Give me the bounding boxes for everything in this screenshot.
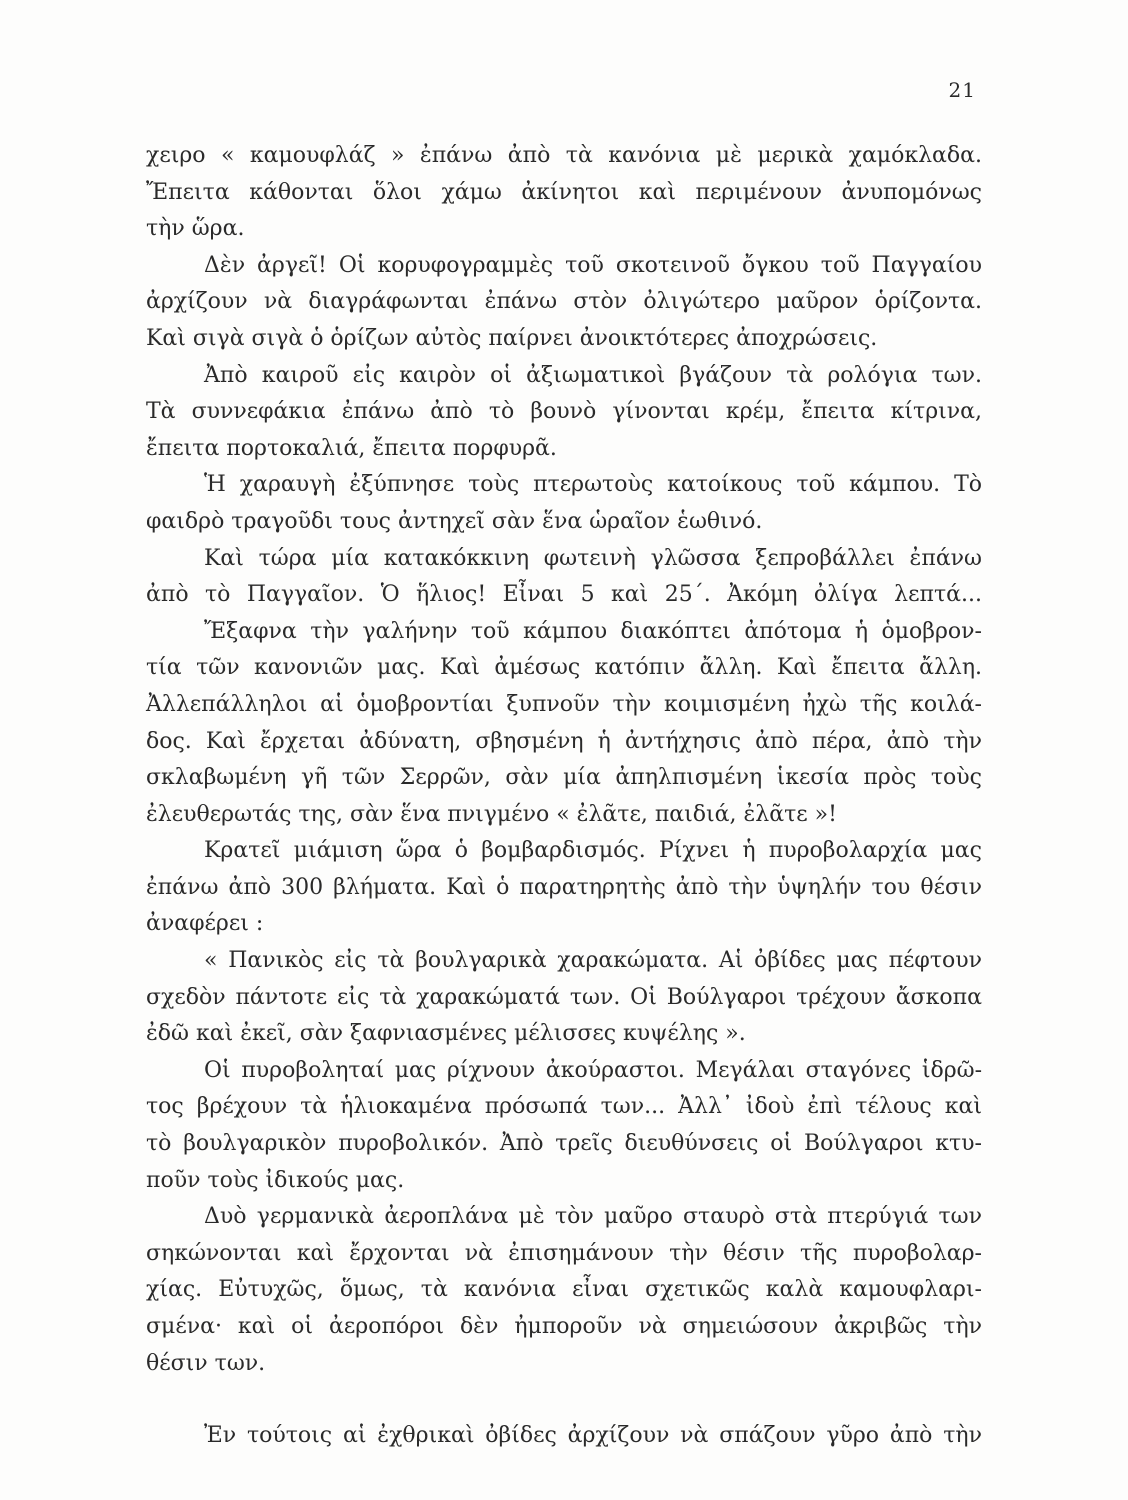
text-line: Ἀλλεπάλληλοι αἱ ὁμοβροντίαι ξυπνοῦν τὴν κοιμισμένη ἠχὼ τῆς κοιλά-	[146, 691, 982, 717]
text-line: χίας. Εὐτυχῶς, ὅμως, τὰ κανόνια εἶναι σχετικῶς καλὰ καμουφλαρι-	[146, 1277, 982, 1303]
text-line: ἀναφέρει :	[146, 911, 264, 937]
text-line: Καὶ σιγὰ σιγὰ ὁ ὁρίζων αὐτὸς παίρνει ἀνοικτότερες ἀποχρώσεις.	[146, 325, 878, 351]
text-line: Δὲν ἀργεῖ! Οἱ κορυφογραμμὲς τοῦ σκοτεινοῦ ὄγκου τοῦ Παγγαίου	[204, 252, 982, 278]
text-line: σκλαβωμένη γῆ τῶν Σερρῶν, σὰν μία ἀπηλπισμένη ἱκεσία πρὸς τοὺς	[146, 765, 982, 791]
text-line: Δυὸ γερμανικὰ ἀεροπλάνα μὲ τὸν μαῦρο σταυρὸ στὰ πτερύγιά των	[204, 1204, 982, 1230]
text-line: ἐδῶ καὶ ἐκεῖ, σὰν ξαφνιασμένες μέλισσες κυψέλης ».	[146, 1021, 746, 1047]
text-line: ἀρχίζουν νὰ διαγράφωνται ἐπάνω στὸν ὀλιγώτερο μαῦρον ὁρίζοντα.	[146, 289, 982, 315]
text-line: Ἔξαφνα τὴν γαλήνην τοῦ κάμπου διακόπτει ἀπότομα ἡ ὁμοβρον-	[204, 618, 982, 644]
text-line: σμένα· καὶ οἱ ἀεροπόροι δὲν ἠμποροῦν νὰ σημειώσουν ἀκριβῶς τὴν	[146, 1314, 982, 1339]
text-line: Τὰ συννεφάκια ἐπάνω ἀπὸ τὸ βουνὸ γίνονται κρέμ, ἔπειτα κίτρινα,	[146, 399, 982, 425]
text-line: χειρο « καμουφλάζ » ἐπάνω ἀπὸ τὰ κανόνια μὲ μερικὰ χαμόκλαδα.	[146, 143, 982, 168]
paragraph-gap	[146, 1382, 982, 1418]
text-line: ἐλευθερωτάς της, σὰν ἕνα πνιγμένο « ἐλᾶτε, παιδιά, ἐλᾶτε »!	[146, 801, 837, 827]
text-line: ἐπάνω ἀπὸ 300 βλήματα. Καὶ ὁ παρατηρητὴς ἀπὸ τὴν ὑψηλήν του θέσιν	[146, 874, 982, 900]
text-line: σχεδὸν πάντοτε εἰς τὰ χαρακώματά των. Οἱ Βούλγαροι τρέχουν ἄσκοπα	[146, 984, 982, 1010]
text-line: Ἔπειτα κάθονται ὅλοι χάμω ἀκίνητοι καὶ περιμένουν ἀνυπομόνως	[146, 179, 982, 205]
text-line: δος. Καὶ ἔρχεται ἀδύνατη, σβησμένη ἡ ἀντήχησις ἀπὸ πέρα, ἀπὸ τὴν	[146, 728, 982, 754]
text-line: τία τῶν κανονιῶν μας. Καὶ ἀμέσως κατόπιν ἄλλη. Καὶ ἔπειτα ἄλλη.	[146, 655, 982, 681]
text-line: ἀπὸ τὸ Παγγαῖον. Ὁ ἥλιος! Εἶναι 5 καὶ 25΄. Ἀκόμη ὀλίγα λεπτά...	[146, 582, 982, 608]
text-line: « Πανικὸς εἰς τὰ βουλγαρικὰ χαρακώματα. Αἱ ὀβίδες μας πέφτουν	[204, 948, 982, 974]
text-line: Ἀπὸ καιροῦ εἰς καιρὸν οἱ ἀξιωματικοὶ βγάζουν τὰ ρολόγια των.	[204, 362, 982, 388]
text-line: Οἱ πυροβοληταί μας ρίχνουν ἀκούραστοι. Μεγάλαι σταγόνες ἱδρῶ-	[204, 1057, 982, 1083]
text-line: ποῦν τοὺς ἰδικούς μας.	[146, 1167, 405, 1193]
body-text	[146, 138, 982, 1455]
text-line: θέσιν των.	[146, 1350, 266, 1376]
text-line: τὸ βουλγαρικὸν πυροβολικόν. Ἀπὸ τρεῖς διευθύνσεις οἱ Βούλγαροι κτυ-	[146, 1131, 982, 1157]
text-line: τος βρέχουν τὰ ἡλιοκαμένα πρόσωπά των... Ἀλλ᾽ ἰδοὺ ἐπὶ τέλους καὶ	[146, 1094, 982, 1120]
page-number: 21	[948, 78, 976, 102]
text-line: σηκώνονται καὶ ἔρχονται νὰ ἐπισημάνουν τὴν θέσιν τῆς πυροβολαρ-	[146, 1240, 982, 1266]
text-line: φαιδρὸ τραγοῦδι τους ἀντηχεῖ σὰν ἕνα ὡραῖον ἑωθινό.	[146, 508, 763, 534]
text-line: Καὶ τώρα μία κατακόκκινη φωτεινὴ γλῶσσα ξεπροβάλλει ἐπάνω	[204, 545, 982, 571]
text-line: Ἡ χαραυγὴ ἐξύπνησε τοὺς πτερωτοὺς κατοίκους τοῦ κάμπου. Τὸ	[204, 472, 982, 498]
text-line: Κρατεῖ μιάμιση ὥρα ὁ βομβαρδισμός. Ρίχνει ἡ πυροβολαρχία μας	[204, 838, 982, 864]
text-line: Ἐν τούτοις αἱ ἐχθρικαὶ ὀβίδες ἀρχίζουν νὰ σπάζουν γῦρο ἀπὸ τὴν	[204, 1423, 982, 1449]
text-line: ἔπειτα πορτοκαλιά, ἔπειτα πορφυρᾶ.	[146, 435, 557, 461]
text-line: τὴν ὥρα.	[146, 216, 245, 242]
